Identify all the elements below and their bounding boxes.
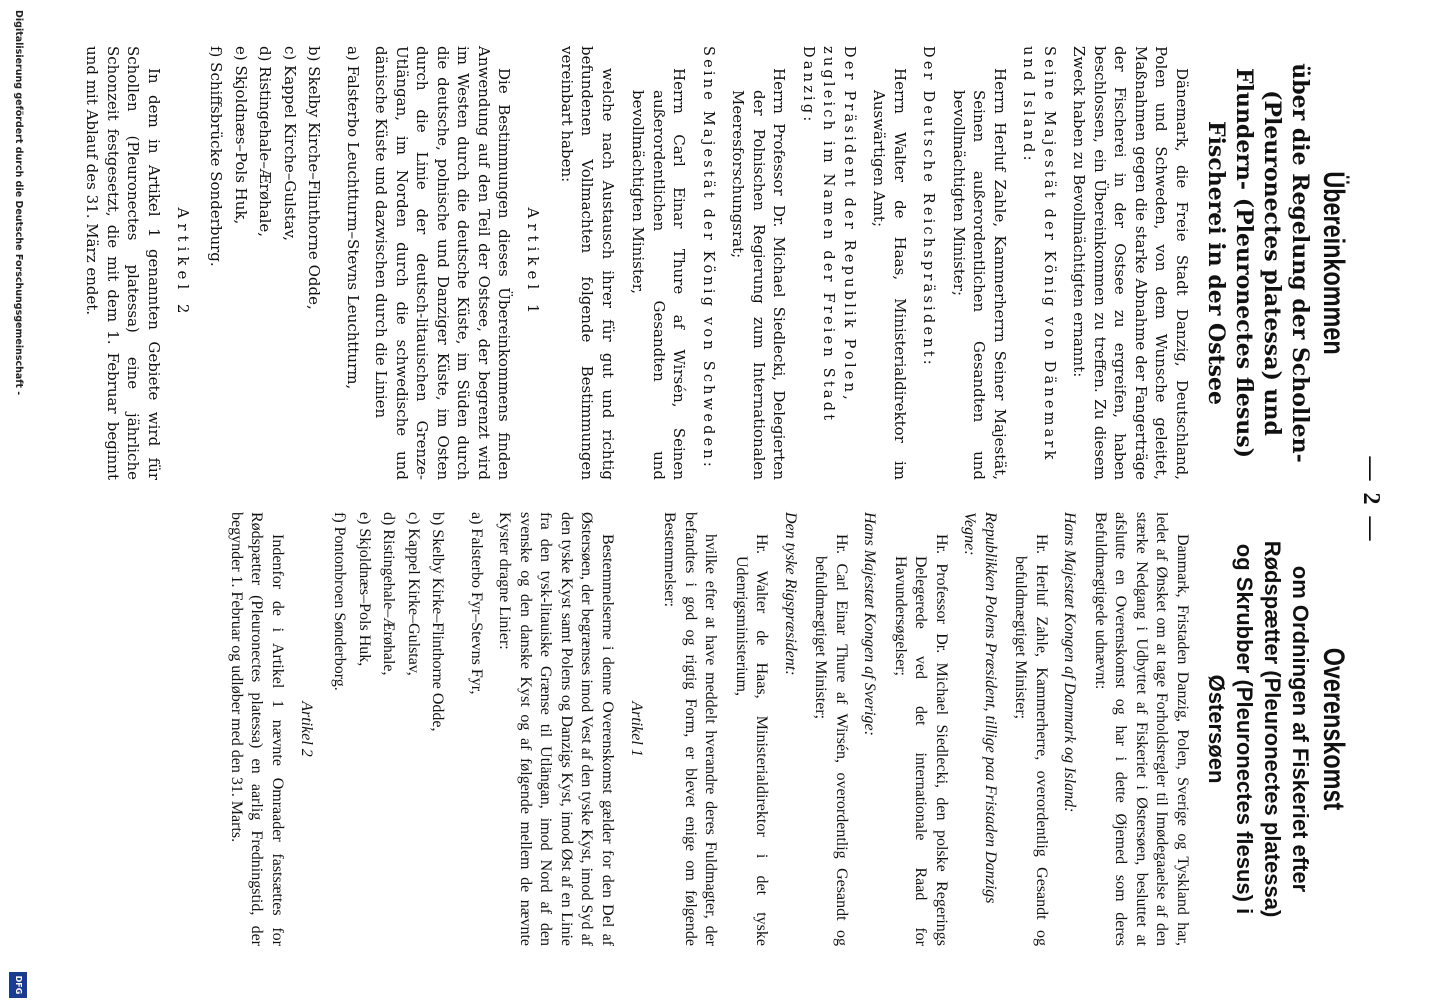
german-boundary-item: d) Ristingehale–Ærøhale, (256, 46, 275, 238)
german-party-heading-denmark: Seine Majestät der König von Dänemark und Island: (1020, 46, 1057, 463)
danish-article-1-title: Artikel 1 (628, 701, 645, 757)
german-article-1-text: Die Bestimmungen dieses Übereinkommens finden Anwendung auf den Teil der Ostsee, der begrenzt wird im Westen durch die deutsche Küste, im Süden durch die deutsche, polnische und Danziger Küste, im Osten durch die Linie der deutsch-litauischen Grenze-Utlängan, im Norden durch die schwedische und dänische Küste und dazwischen durch die Linien (372, 46, 514, 480)
german-party-heading-sweden: Seine Majestät der König von Schweden: (700, 46, 716, 470)
danish-boundary-list (329, 512, 486, 946)
danish-boundary-item: e) Skjoldnæs–Pols Huk, (356, 512, 373, 667)
danish-boundary-item: c) Kappel Kirke–Gulstav, (405, 512, 422, 676)
german-party-name-denmark: Herrn Herluf Zahle, Kammerherrn Seiner Majestät, Seinen außerordentlichen Gesandten und bevollmächtigten Minister; (950, 68, 1009, 480)
german-article-2-text: In dem in Artikel 1 genannten Gebiete wird für Schollen (Pleuronectes platessa) eine jährliche Schonzeit festgesetzt, die mit dem 1. Februar beginnt und mit Ablauf des 31. März endet. (83, 46, 163, 480)
digitization-footer (2, 0, 30, 1000)
danish-column (160, 512, 1350, 946)
german-party-heading-poland: Der Präsident der Republik Polen, zugleich im Namen der Freien Stadt Danzig: (800, 46, 857, 424)
danish-subtitle: om Ordningen af Fiskeriet efter Rødspætter (Pleuronectes platessa) og Skrubber (Pleuronectes flesus) i Østersøen (1204, 540, 1313, 918)
danish-party-heading-poland: Republikken Polens Præsident, tillige paa Fristaden Danzigs Vegne: (961, 512, 999, 904)
danish-boundary-item: b) Skelby Kirke–Flinthorne Odde, (429, 512, 447, 732)
german-title: Übereinkommen (1317, 171, 1350, 355)
german-boundary-item: a) Falsterbo Leuchtturm–Stevns Leuchtturm, (344, 46, 362, 390)
danish-closing: hvilke efter at have meddelt hverandre deres Fuldmagter, der befandtes i god og rigtig Form, er blevet enige om følgende Bestemmelser: (661, 512, 720, 946)
danish-boundary-item: f) Pontonbroen Sønderborg. (331, 512, 349, 691)
danish-party-heading-sweden: Hans Majestæt Kongen af Sverige: (861, 512, 879, 736)
dfg-logo: DFG (9, 972, 27, 998)
german-party-name-germany: Herrn Walter de Haas, Ministerialdirektor im Auswärtigen Amt; (870, 68, 909, 480)
german-boundary-item: e) Skjoldnæs–Pols Huk, (232, 46, 250, 225)
danish-party-name-sweden: Hr. Carl Einar Thure af Wirsén, overordentlig Gesandt og befuldmægtiget Minister; (812, 534, 850, 946)
danish-party-name-denmark: Hr. Herluf Zahle, Kammerherre, overordentlig Gesandt og befuldmægtiget Minister; (1012, 534, 1050, 946)
footer-text: Digitalisierung gefördert durch die Deutsche Forschungsgemeinschaft - (13, 10, 24, 396)
german-subtitle: über die Regelung der Schollen- (Pleuronectes platessa) und Flundern- (Pleuronectes flesus) Fischerei in der Ostsee (1203, 63, 1313, 463)
german-boundary-list (206, 46, 363, 480)
german-closing: welche nach Austausch ihrer für gut und richtig befundenen Vollmachten folgende Bestimmungen vereinbart haben: (558, 46, 617, 480)
german-party-name-poland: Herrn Professor Dr. Michael Siedlecki, Delegierten der Polnischen Regierung zum Internationalen Meeresforschungsrat; (729, 68, 789, 480)
danish-party-name-poland: Hr. Professor Dr. Michael Siedlecki, den polske Regerings Delegerede ved det internationale Raad for Havundersøgelser; (892, 534, 950, 946)
german-boundary-item: b) Skelby Kirche–Flinthorne Odde, (305, 46, 324, 310)
german-article-1-title: Artikel 1 (524, 207, 543, 319)
german-column (83, 46, 1350, 480)
danish-party-heading-germany: Den tyske Rigspræsident: (782, 512, 799, 676)
danish-title: Overenskomst (1317, 647, 1350, 811)
danish-party-heading-denmark: Hans Majestæt Kongen af Danmark og Island: (1061, 512, 1079, 813)
page-number: — 2 — (1358, 456, 1384, 544)
german-boundary-item: f) Schiffsbrücke Sonderburg. (207, 46, 226, 267)
german-party-heading-germany: Der Deutsche Reichspräsident: (920, 46, 937, 368)
german-boundary-item: c) Kappel Kirche–Gulstav, (281, 46, 299, 241)
german-party-name-sweden: Herrn Carl Einar Thure af Wirsén, Seinen außerordentlichen Gesandten und bevollmächtigten Minister, (629, 68, 689, 480)
danish-article-2-title: Artikel 2 (298, 701, 315, 757)
danish-boundary-item: d) Ristingehale–Ærøhale, (380, 512, 398, 676)
german-article-2-title: Artikel 2 (174, 207, 192, 319)
danish-party-name-germany: Hr. Walter de Haas, Ministerialdirektor i det tyske Udenrigsministerium, (733, 534, 771, 946)
danish-boundary-item: a) Falsterbo Fyr–Stevns Fyr, (468, 512, 485, 695)
german-preamble: Dänemark, die Freie Stadt Danzig, Deutschland, Polen und Schweden, von dem Wunsche geleitet, Maßnahmen gegen die starke Abnahme der Fangerträge der Fischerei in der Ostsee zu ergreifen, haben beschlossen, ein Übereinkommen zu treffen. Zu diesem Zweck haben zu Bevollmächtigten ernannt: (1070, 46, 1191, 480)
danish-preamble: Danmark, Fristaden Danzig, Polen, Sverige og Tyskland har, ledet af Ønsket om at tage Forholdsregler til Imødegaaelse af den stærke Nedgang i Udbyttet af Fiskeriet i Østersøen, besluttet at afslutte en Overenskomst og har i dette Øjemed som deres Befuldmægtigede udnævnt: (1092, 512, 1191, 946)
danish-article-1-text: Bestemmelserne i denne Overenskomst gælder for den Del af Østersøen, der begrænses imod Vest af den tyske Kyst, imod Syd af den tyske Kyst samt Polens og Danzigs Kyst, imod Øst af en Linie fra den tysk-litauiske Grænse til Utlängan, imod Nord af den svenske og den danske Kyst og af følgende mellem de nævnte Kyster dragne Linier: (496, 512, 616, 946)
danish-article-2-text: Indenfor de i Artikel 1 nævnte Omraader fastsættes for Rødspætter (Pleuronectes platessa) en aarlig Fredningstid, der begynder 1. Februar og udløber med den 31. Marts. (228, 512, 286, 946)
